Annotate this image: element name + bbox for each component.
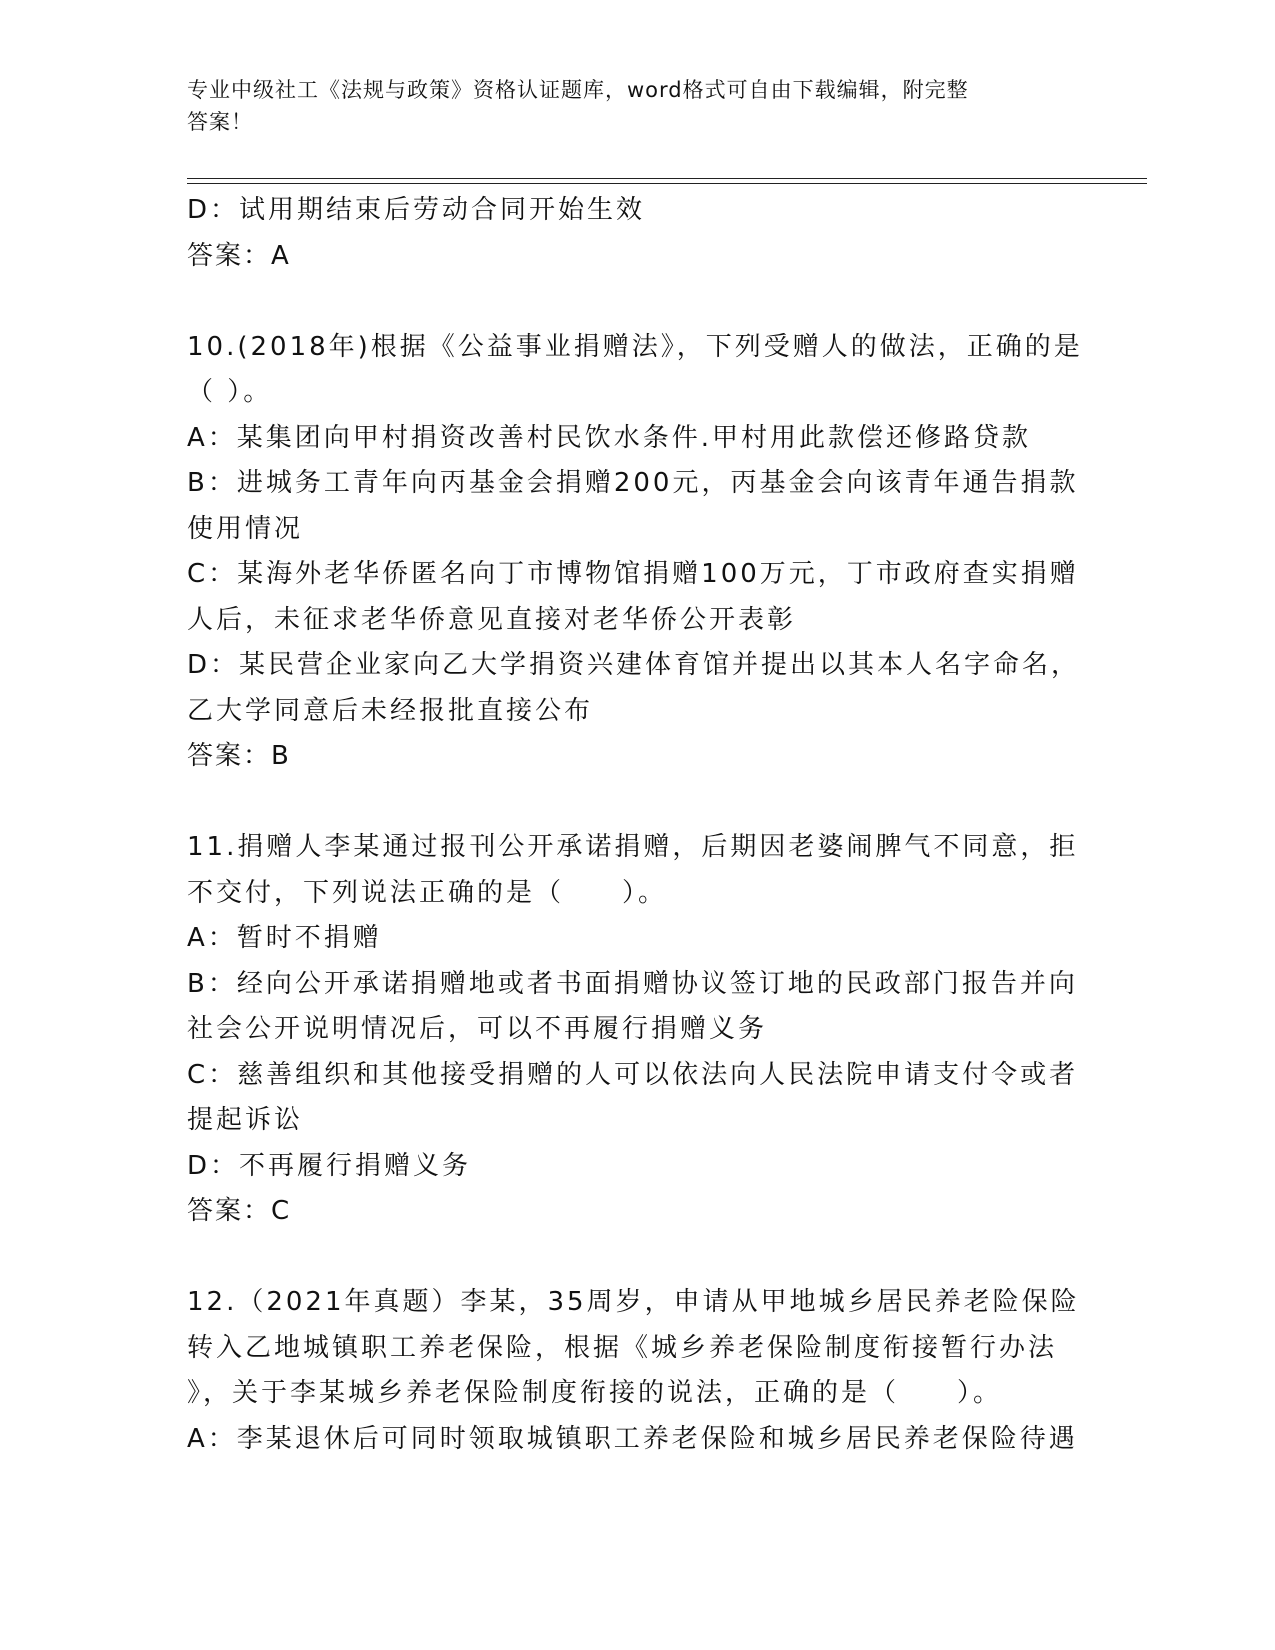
question-stem: 》，关于李某城乡养老保险制度衔接的说法，正确的是（ ）。 <box>187 1378 1003 1408</box>
page-header <box>187 74 1067 138</box>
option-c: C：某海外老华侨匿名向丁市博物馆捐赠100万元，丁市政府查实捐赠 <box>187 559 1079 589</box>
question-9-tail <box>187 188 1077 279</box>
question-stem: 10.(2018年)根据《公益事业捐赠法》，下列受赠人的做法，正确的是 <box>187 331 1083 362</box>
option-a: A：李某退休后可同时领取城镇职工养老保险和城乡居民养老保险待遇 <box>187 1423 1078 1454</box>
option-b: 社会公开说明情况后，可以不再履行捐赠义务 <box>187 1014 768 1044</box>
header-line: 答案！ <box>187 110 253 134</box>
question-12 <box>187 1280 1080 1462</box>
answer: 答案：A <box>187 240 291 271</box>
question-stem: （ ）。 <box>187 377 273 407</box>
option-b: B：进城务工青年向丙基金会捐赠200元，丙基金会向该青年通告捐款 <box>187 468 1079 498</box>
option-b: B：经向公开承诺捐赠地或者书面捐赠协议签订地的民政部门报告并向 <box>187 968 1078 999</box>
option-d: D：某民营企业家向乙大学捐资兴建体育馆并提出以其本人名字命名， <box>187 650 1081 680</box>
answer: 答案：C <box>187 1196 292 1226</box>
header-rule <box>187 178 1147 179</box>
option-b: 使用情况 <box>187 513 304 544</box>
answer: 答案：B <box>187 741 291 771</box>
header-line: 专业中级社工《法规与政策》资格认证题库，word格式可自由下载编辑，附完整 <box>187 78 969 102</box>
question-stem: 11.捐赠人李某通过报刊公开承诺捐赠，后期因老婆闹脾气不同意，拒 <box>187 832 1079 862</box>
question-11 <box>187 825 1077 1235</box>
option-d: 乙大学同意后未经报批直接公布 <box>187 695 594 726</box>
question-stem: 不交付，下列说法正确的是（ ）。 <box>187 877 668 908</box>
option-d: D：试用期结束后劳动合同开始生效 <box>187 195 646 225</box>
option-a: A：暂时不捐赠 <box>187 923 382 953</box>
header-rule <box>187 183 1147 184</box>
option-c: C：慈善组织和其他接受捐赠的人可以依法向人民法院申请支付令或者 <box>187 1059 1079 1090</box>
question-stem: 转入乙地城镇职工养老保险，根据《城乡养老保险制度衔接暂行办法 <box>187 1332 1058 1363</box>
option-c: 人后，未征求老华侨意见直接对老华侨公开表彰 <box>187 604 797 635</box>
spacer <box>187 279 1077 325</box>
spacer <box>187 1235 1077 1281</box>
option-d: D：不再履行捐赠义务 <box>187 1150 472 1181</box>
option-c: 提起诉讼 <box>187 1105 304 1135</box>
question-stem: 12.（2021年真题）李某，35周岁，申请从甲地城乡居民养老险保险 <box>187 1287 1080 1317</box>
spacer <box>187 780 1077 826</box>
document-body <box>187 188 1083 1462</box>
option-a: A：某集团向甲村捐资改善村民饮水条件.甲村用此款偿还修路贷款 <box>187 422 1032 453</box>
question-10 <box>187 325 1083 780</box>
